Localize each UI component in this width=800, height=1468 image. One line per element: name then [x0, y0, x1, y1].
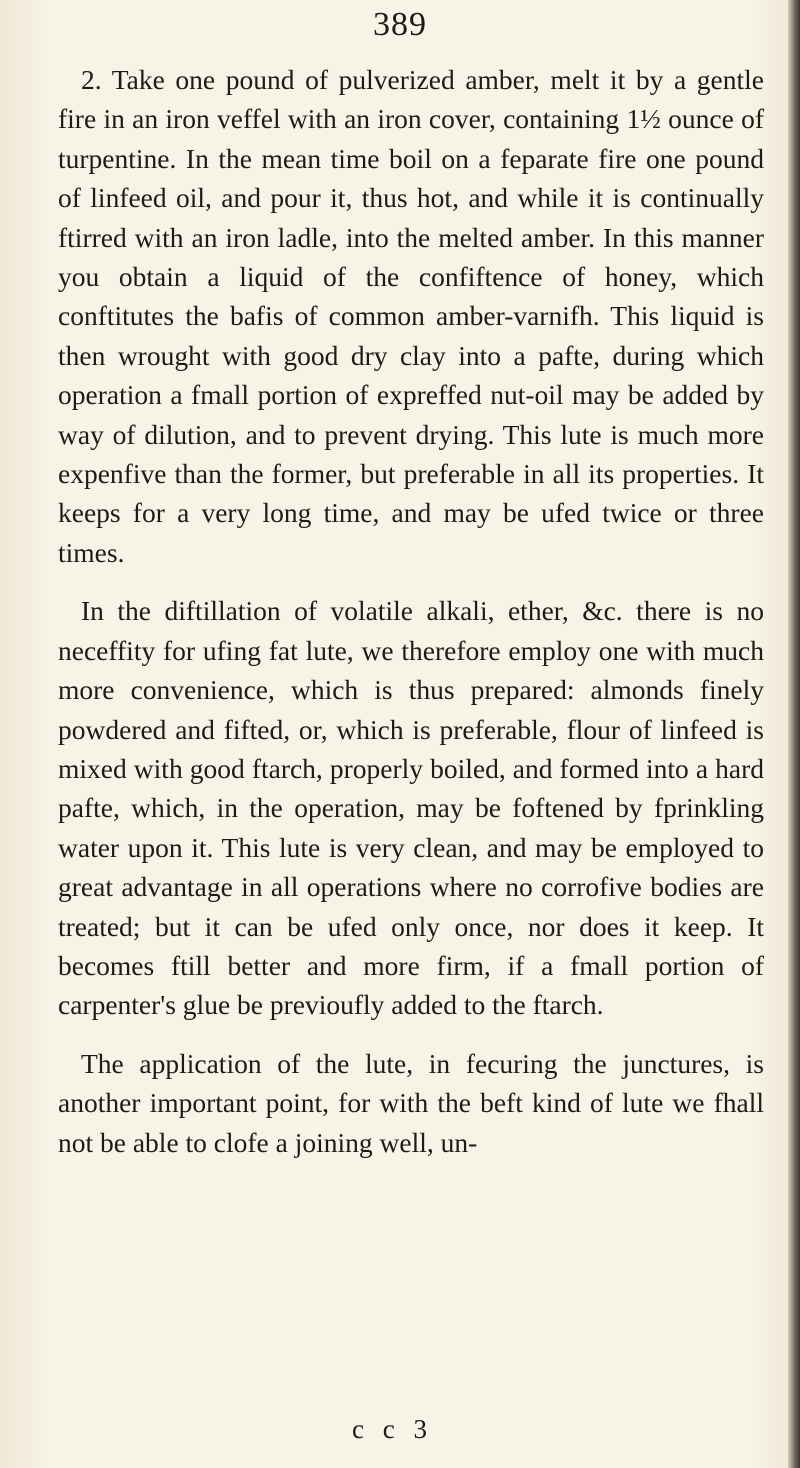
paragraph-application: The application of the lute, in fecuring the junctures, is another important point, for with the beft kind of lute we fhall not be able to clofe a joining well, un-	[58, 1047, 764, 1158]
body-text	[58, 60, 764, 1162]
signature-mark: c c 3	[352, 1414, 433, 1444]
paragraph-amber-lute: 2. Take one pound of pulverized amber, melt it by a gentle fire in an iron veffel with an iron cover, containing 1½ ounce of turpentine. In the mean time boil on a feparate fire one pound of linfeed oil, and pour it, thus hot, and while it is continually ftirred with an iron ladle, into the melted amber. In this manner you obtain a liquid of the confiftence of honey, which conftitutes the bafis of common amber-varnifh. This liquid is then wrought with good dry clay into a pafte, during which operation a fmall portion of expreffed nut-oil may be added by way of dilution, and to prevent drying. This lute is much more expenfive than the former, but preferable in all its properties. It keeps for a very long time, and may be ufed twice or three times.	[58, 64, 764, 568]
page-edge-shadow	[788, 0, 800, 1468]
page-number: 389	[373, 6, 427, 43]
paragraph-starch-lute: In the diftillation of volatile alkali, ether, &c. there is no neceffity for ufing fat lute, we therefore employ one with much more convenience, which is thus prepared: almonds finely powdered and fifted, or, which is preferable, flour of linfeed is mixed with good ftarch, properly boiled, and formed into a hard pafte, which, in the operation, may be foftened by fprinkling water upon it. This lute is very clean, and may be employed to great advantage in all operations where no corrofive bodies are treated; but it can be ufed only once, nor does it keep. It becomes ftill better and more firm, if a fmall portion of carpenter's glue be previoufly added to the ftarch.	[58, 595, 764, 1021]
